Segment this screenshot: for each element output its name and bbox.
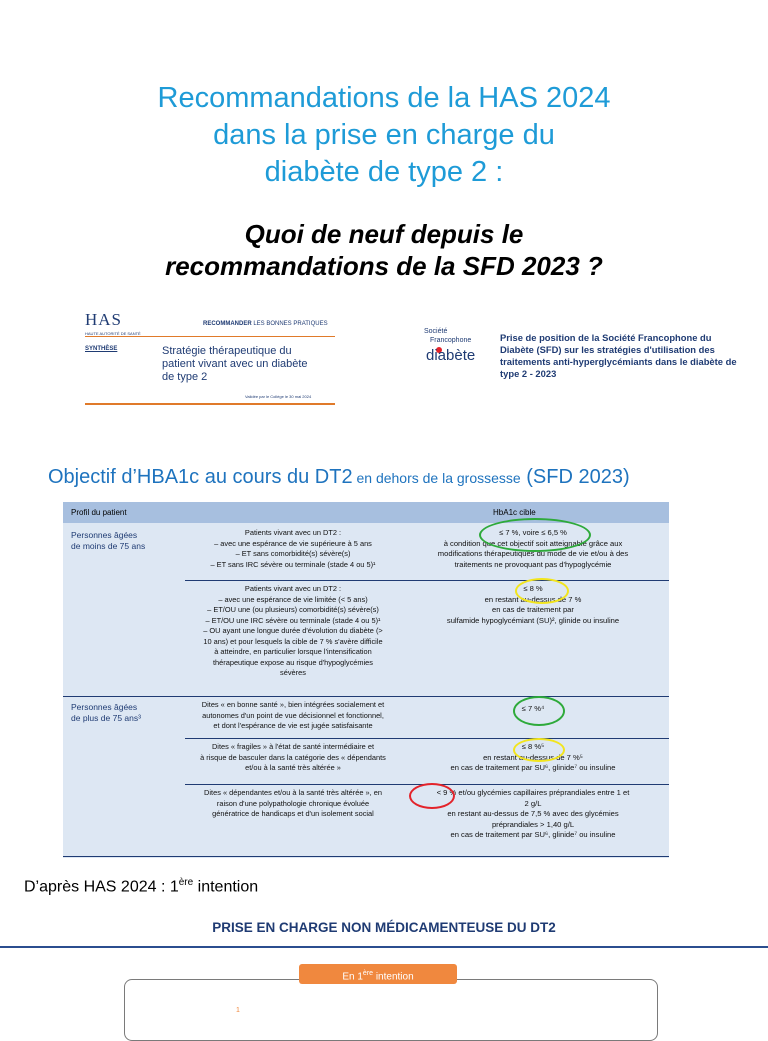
group-under-75 <box>71 530 145 552</box>
sfd-description: Prise de position de la Société Francophone du Diabète (SFD) sur les stratégies d'utilisation des traitements anti-hyperglycémiants dans le diabète de type 2 - 2023 <box>500 332 737 379</box>
yellow-highlight-oval <box>513 738 565 762</box>
group-divider <box>63 696 669 697</box>
text-line: préprandiales > 1,40 g/L <box>491 819 575 829</box>
subtitle <box>0 218 768 282</box>
text-line: – ET/OU une IRC sévère ou terminale (stade 4 ou 5)¹ <box>205 615 381 625</box>
badge-prefix: En 1 <box>342 971 363 983</box>
title-line: dans la prise en charge du <box>213 119 555 151</box>
text-line: génératrice de handicaps et d'un isolement social <box>212 809 374 818</box>
sfd-logo-line2: Francophone <box>430 337 472 344</box>
sfd-logo-line1: Société <box>424 328 448 335</box>
title-line: Recommandations de la HAS 2024 <box>157 82 611 114</box>
text-line: en restant au-dessus de 7,5 % avec des glycémies <box>447 809 619 818</box>
text-line: – ET sans IRC sévère ou terminale (stade 4 ou 5)¹ <box>210 559 376 569</box>
table-bottom-rule <box>63 856 669 857</box>
text-line: – avec une espérance de vie supérieure à 5 ans <box>214 538 372 548</box>
text-line: raison d'une polypathologie chronique évoluée <box>216 798 370 808</box>
row2-criteria <box>193 584 393 679</box>
row-divider <box>185 580 669 581</box>
text-line: à condition que cet objectif soit atteignable grâce aux <box>443 538 623 548</box>
text-line: ≤ 8 %⁵ <box>521 742 545 751</box>
row4-criteria <box>193 742 393 774</box>
text-line: thérapeutique expose au risque d'hypoglycémies <box>212 657 373 667</box>
has-divider <box>85 336 335 337</box>
section-title-small: en dehors de la grossesse <box>352 470 521 486</box>
text-line: autonomes d'un point de vue décisionnel et fonctionnel, <box>202 710 384 720</box>
red-highlight-oval <box>409 783 455 809</box>
text-line: 2 g/L <box>524 798 542 808</box>
section-title-tail: (SFD 2023) <box>520 466 630 488</box>
text-line: en cas de traitement par SU⁶, glinide⁷ ou insuline <box>450 763 616 772</box>
has-document-card <box>85 306 335 406</box>
text-line: en restant au-dessus de 7 %⁵ <box>483 752 583 762</box>
has-logo: HAS <box>85 310 123 329</box>
group-over-75 <box>71 702 141 724</box>
has-bottom-bar <box>85 403 335 405</box>
group-line: de plus de 75 ans³ <box>71 713 141 723</box>
has-recommander <box>203 321 328 327</box>
section-title <box>48 466 630 489</box>
subtitle-line: recommandations de la SFD 2023 ? <box>165 251 603 281</box>
has-reco-rest: LES BONNES PRATIQUES <box>251 321 328 327</box>
has-logo-subtitle: HAUTE AUTORITÉ DE SANTÉ <box>85 331 141 336</box>
text-line: – ET sans comorbidité(s) sévère(s) <box>235 549 351 558</box>
text-line: < 9 % et/ou glycémies capillaires préprandiales entre 1 et <box>436 788 630 797</box>
footnote-marker: 1 <box>236 1007 240 1014</box>
text-line: sulfamide hypoglycémiant (SU)², glinide ou insuline <box>446 615 620 625</box>
green-highlight-oval <box>479 518 591 552</box>
text-line: sévères <box>280 668 306 677</box>
row5-criteria <box>193 788 393 820</box>
badge-suffix: intention <box>373 971 414 983</box>
green-highlight-oval <box>513 696 565 726</box>
badge-sup: ère <box>362 970 374 977</box>
sfd-logo-line3: diabète <box>426 347 476 364</box>
text-line: à risque de basculer dans la catégorie des « dépendants <box>200 752 386 762</box>
text-line: – ET/OU une (ou plusieurs) comorbidité(s) sévère(s) <box>207 605 379 614</box>
text-line: Patients vivant avec un DT2 : <box>244 528 342 537</box>
has-strategy-title: Stratégie thérapeutique du patient vivant avec un diabète de type 2 <box>162 345 308 383</box>
sfd-logo <box>424 328 494 368</box>
group-line: Personnes âgées <box>71 702 138 712</box>
text-line: modifications thérapeutiques du mode de vie et/ou à des <box>437 549 629 558</box>
text-line: Dites « fragiles » à l'état de santé intermédiaire et <box>211 742 375 751</box>
text-line: et dont l'espérance de vie est jugée satisfaisante <box>213 721 373 730</box>
has-reco-bold: RECOMMANDER <box>203 321 252 327</box>
subtitle-line: Quoi de neuf depuis le <box>244 219 524 249</box>
header-target: HbA1c cible <box>493 508 536 517</box>
header-profile: Profil du patient <box>71 508 127 517</box>
text-line: ≤ 8 % <box>523 584 543 593</box>
text-line: – avec une espérance de vie limitée (< 5 ans) <box>218 594 368 604</box>
text-line: 10 ans) et pour lesquels la cible de 7 % s'avère difficile <box>203 636 383 646</box>
main-title <box>0 80 768 191</box>
has-validated-date: Validée par le Collège le 30 mai 2024 <box>245 394 312 399</box>
group-line: Personnes âgées <box>71 530 138 540</box>
text-line: et/ou à la santé très altérée » <box>245 763 341 772</box>
text-line: Dites « dépendantes et/ou à la santé très altérée », en <box>204 788 382 797</box>
row-divider <box>185 738 669 739</box>
text-line: traitements ne provoquant pas d'hypoglycémie <box>454 559 612 569</box>
text-line: – OU ayant une longue durée d'évolution du diabète (> <box>203 626 383 635</box>
table-header <box>63 502 669 523</box>
heading-rule <box>0 946 768 948</box>
text-line: Dites « en bonne santé », bien intégrées socialement et <box>201 700 385 709</box>
apres-suffix: intention <box>193 878 259 896</box>
title-line: diabète de type 2 : <box>264 156 504 188</box>
text-line: ≤ 7 %, voire ≤ 6,5 % <box>499 528 567 537</box>
text-line: à atteindre, en particulier lorsque l'intensification <box>214 647 372 656</box>
yellow-highlight-oval <box>515 578 569 604</box>
text-line: en cas de traitement par <box>492 605 574 614</box>
text-line: Patients vivant avec un DT2 : <box>244 584 342 593</box>
section-title-main: Objectif d’HBA1c au cours du DT2 <box>48 466 353 488</box>
text-line: en cas de traitement par SU⁶, glinide⁷ ou insuline <box>450 830 616 839</box>
hba1c-table <box>63 502 669 858</box>
apres-prefix: D’après HAS 2024 : 1 <box>24 878 179 896</box>
intention-badge <box>299 964 457 984</box>
has-synthese-label: SYNTHÈSE <box>85 346 118 352</box>
text-line: ≤ 7 %⁴ <box>521 704 545 713</box>
apres-has-label <box>24 877 258 896</box>
text-line: en restant au-dessus de 7 % <box>484 594 582 604</box>
row1-criteria <box>193 528 393 570</box>
group-line: de moins de 75 ans <box>71 541 146 551</box>
row3-criteria <box>193 700 393 732</box>
intention-box <box>124 979 658 1041</box>
prise-en-charge-heading: PRISE EN CHARGE NON MÉDICAMENTEUSE DU DT2 <box>212 920 556 935</box>
apres-sup: ère <box>178 877 194 888</box>
